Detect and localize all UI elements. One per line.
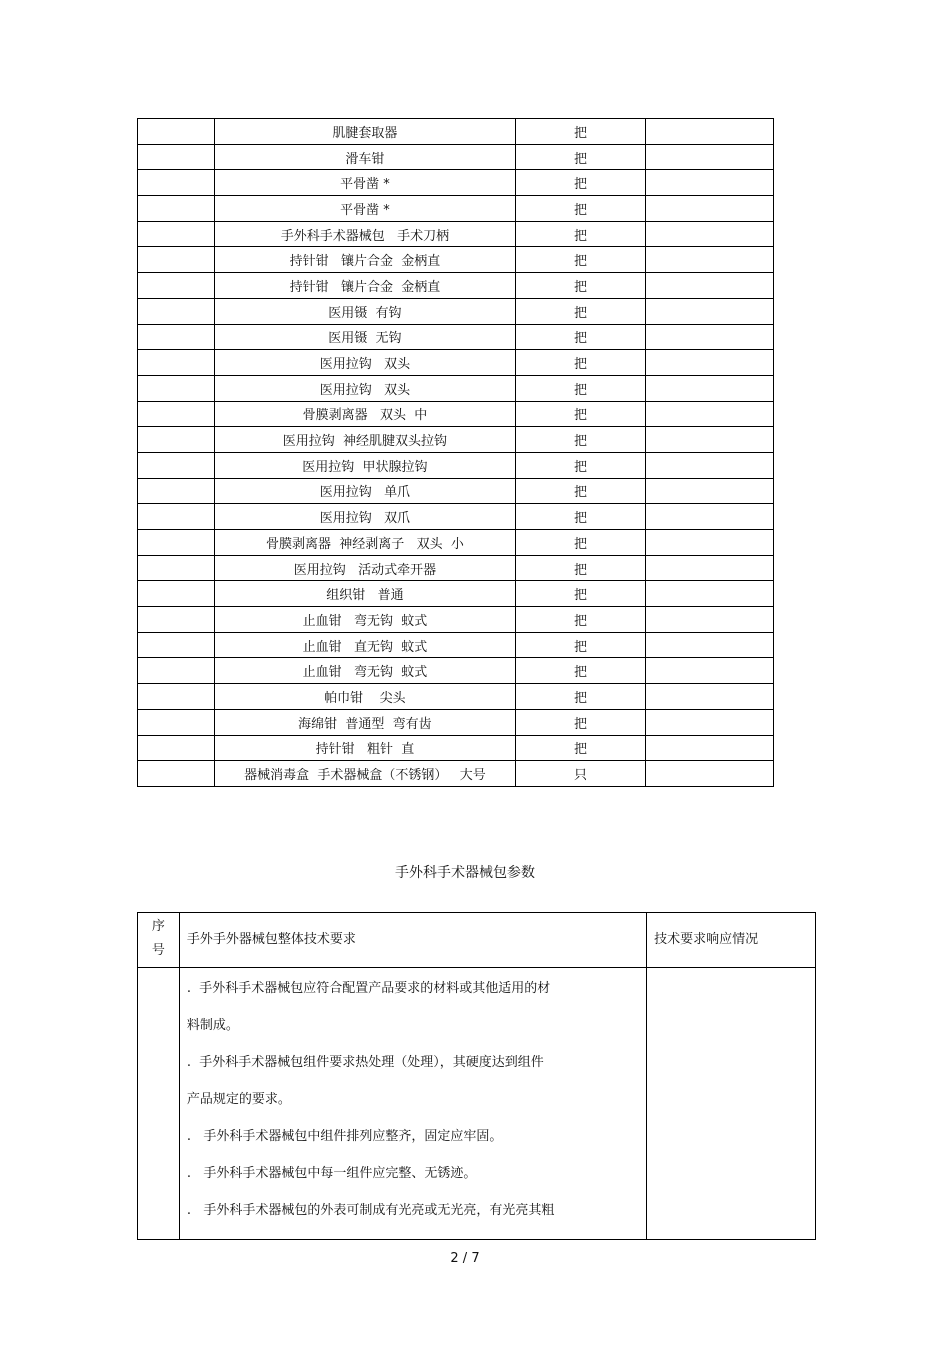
requirement-response-cell	[647, 968, 816, 1240]
requirements-table	[137, 912, 816, 1240]
requirement-line: . 手外科手术器械包中组件排列应整齐，固定应牢固。	[186, 1129, 503, 1144]
index-cell	[138, 761, 215, 787]
unit-cell: 把	[516, 375, 645, 401]
header-response: 技术要求响应情况	[647, 913, 816, 968]
remark-cell	[645, 324, 773, 350]
item-name-cell: 持针钳 粗针 直	[214, 735, 516, 761]
unit-cell: 把	[516, 735, 645, 761]
unit-cell: 把	[516, 632, 645, 658]
header-requirement: 手外手外器械包整体技术要求	[179, 913, 646, 968]
item-name-cell: 医用拉钩 单爪	[214, 478, 516, 504]
index-cell	[138, 530, 215, 556]
item-name-cell: 平骨凿 *	[214, 196, 516, 222]
index-cell	[138, 221, 215, 247]
remark-cell	[645, 144, 773, 170]
unit-cell: 把	[516, 401, 645, 427]
remark-cell	[645, 632, 773, 658]
table-row	[138, 607, 774, 633]
remark-cell	[645, 298, 773, 324]
index-cell	[138, 427, 215, 453]
requirement-line: . 手外科手术器械包中每一组件应完整、无锈迹。	[186, 1166, 477, 1181]
remark-cell	[645, 555, 773, 581]
requirement-line: 料制成。	[186, 1018, 239, 1033]
unit-cell: 把	[516, 452, 645, 478]
remark-cell	[645, 350, 773, 376]
unit-cell: 把	[516, 581, 645, 607]
item-name-cell: 医用拉钩 神经肌腱双头拉钩	[214, 427, 516, 453]
item-name-cell: 医用镊 无钩	[214, 324, 516, 350]
unit-cell: 把	[516, 196, 645, 222]
header-index-line-1: 序	[151, 919, 165, 934]
unit-cell: 把	[516, 504, 645, 530]
table-row	[138, 427, 774, 453]
unit-cell: 把	[516, 247, 645, 273]
header-index-line-2: 号	[151, 943, 165, 958]
unit-cell: 把	[516, 530, 645, 556]
remark-cell	[645, 709, 773, 735]
requirement-line: . 手外科手术器械包的外表可制成有光亮或无光亮，有光亮其粗	[186, 1203, 555, 1218]
item-name-cell: 器械消毒盒 手术器械盒（不锈钢） 大号	[214, 761, 516, 787]
unit-cell: 把	[516, 144, 645, 170]
remark-cell	[645, 427, 773, 453]
index-cell	[138, 144, 215, 170]
unit-cell: 把	[516, 298, 645, 324]
index-cell	[138, 709, 215, 735]
index-cell	[138, 684, 215, 710]
remark-cell	[645, 119, 773, 145]
page-number: 2 / 7	[450, 1251, 480, 1266]
item-name-cell: 医用拉钩 双头	[214, 350, 516, 376]
table-row	[138, 144, 774, 170]
table-row	[138, 298, 774, 324]
item-name-cell: 骨膜剥离器 双头 中	[214, 401, 516, 427]
item-name-cell: 平骨凿 *	[214, 170, 516, 196]
unit-cell: 把	[516, 607, 645, 633]
instrument-list-table	[137, 118, 774, 787]
unit-cell: 把	[516, 478, 645, 504]
table-row	[138, 478, 774, 504]
table-row	[138, 555, 774, 581]
requirements-header-row	[138, 913, 816, 968]
index-cell	[138, 375, 215, 401]
table-row	[138, 273, 774, 299]
item-name-cell: 帕巾钳 尖头	[214, 684, 516, 710]
item-name-cell: 持针钳 镶片合金 金柄直	[214, 247, 516, 273]
item-name-cell: 止血钳 直无钩 蚊式	[214, 632, 516, 658]
requirement-text-cell	[179, 968, 646, 1240]
index-cell	[138, 632, 215, 658]
table-row	[138, 375, 774, 401]
table-row	[138, 324, 774, 350]
table-row	[138, 658, 774, 684]
index-cell	[138, 170, 215, 196]
item-name-cell: 滑车钳	[214, 144, 516, 170]
table-row	[138, 119, 774, 145]
unit-cell: 把	[516, 555, 645, 581]
index-cell	[138, 196, 215, 222]
item-name-cell: 止血钳 弯无钩 蚊式	[214, 607, 516, 633]
index-cell	[138, 607, 215, 633]
remark-cell	[645, 170, 773, 196]
index-cell	[138, 478, 215, 504]
table-row	[138, 581, 774, 607]
remark-cell	[645, 452, 773, 478]
requirement-index-cell	[138, 968, 180, 1240]
header-index	[138, 913, 180, 968]
unit-cell: 把	[516, 684, 645, 710]
index-cell	[138, 247, 215, 273]
index-cell	[138, 581, 215, 607]
item-name-cell: 止血钳 弯无钩 蚊式	[214, 658, 516, 684]
table-row	[138, 350, 774, 376]
unit-cell: 只	[516, 761, 645, 787]
table-row	[138, 761, 774, 787]
table-row	[138, 530, 774, 556]
unit-cell: 把	[516, 273, 645, 299]
remark-cell	[645, 375, 773, 401]
unit-cell: 把	[516, 427, 645, 453]
index-cell	[138, 350, 215, 376]
table-row	[138, 709, 774, 735]
table-row	[138, 632, 774, 658]
table-row	[138, 196, 774, 222]
item-name-cell: 医用拉钩 双爪	[214, 504, 516, 530]
index-cell	[138, 452, 215, 478]
remark-cell	[645, 761, 773, 787]
remark-cell	[645, 607, 773, 633]
index-cell	[138, 324, 215, 350]
item-name-cell: 医用拉钩 双头	[214, 375, 516, 401]
remark-cell	[645, 221, 773, 247]
table-row	[138, 221, 774, 247]
table-row	[138, 684, 774, 710]
table-row	[138, 401, 774, 427]
item-name-cell: 医用拉钩 活动式牵开器	[214, 555, 516, 581]
table-row	[138, 170, 774, 196]
index-cell	[138, 298, 215, 324]
item-name-cell: 肌腱套取器	[214, 119, 516, 145]
table-row	[138, 735, 774, 761]
remark-cell	[645, 504, 773, 530]
index-cell	[138, 555, 215, 581]
index-cell	[138, 735, 215, 761]
remark-cell	[645, 581, 773, 607]
remark-cell	[645, 273, 773, 299]
unit-cell: 把	[516, 350, 645, 376]
table-row	[138, 504, 774, 530]
item-name-cell: 组织钳 普通	[214, 581, 516, 607]
unit-cell: 把	[516, 119, 645, 145]
index-cell	[138, 401, 215, 427]
requirement-lines	[180, 968, 646, 1239]
unit-cell: 把	[516, 221, 645, 247]
instrument-list-body	[138, 119, 774, 787]
section-title: 手外科手术器械包参数	[395, 865, 535, 881]
requirements-body-row	[138, 968, 816, 1240]
unit-cell: 把	[516, 324, 645, 350]
index-cell	[138, 119, 215, 145]
item-name-cell: 手外科手术器械包 手术刀柄	[214, 221, 516, 247]
requirement-line: 产品规定的要求。	[186, 1092, 291, 1107]
remark-cell	[645, 658, 773, 684]
remark-cell	[645, 401, 773, 427]
requirement-line: . 手外科手术器械包组件要求热处理（处理），其硬度达到组件	[186, 1055, 544, 1070]
index-cell	[138, 273, 215, 299]
remark-cell	[645, 196, 773, 222]
table-row	[138, 247, 774, 273]
item-name-cell: 医用镊 有钩	[214, 298, 516, 324]
remark-cell	[645, 478, 773, 504]
remark-cell	[645, 684, 773, 710]
remark-cell	[645, 530, 773, 556]
item-name-cell: 海绵钳 普通型 弯有齿	[214, 709, 516, 735]
remark-cell	[645, 735, 773, 761]
unit-cell: 把	[516, 170, 645, 196]
item-name-cell: 持针钳 镶片合金 金柄直	[214, 273, 516, 299]
requirement-line: . 手外科手术器械包应符合配置产品要求的材料或其他适用的材	[186, 981, 551, 996]
item-name-cell: 骨膜剥离器 神经剥离子 双头 小	[214, 530, 516, 556]
unit-cell: 把	[516, 709, 645, 735]
unit-cell: 把	[516, 658, 645, 684]
index-cell	[138, 504, 215, 530]
table-row	[138, 452, 774, 478]
remark-cell	[645, 247, 773, 273]
index-cell	[138, 658, 215, 684]
item-name-cell: 医用拉钩 甲状腺拉钩	[214, 452, 516, 478]
